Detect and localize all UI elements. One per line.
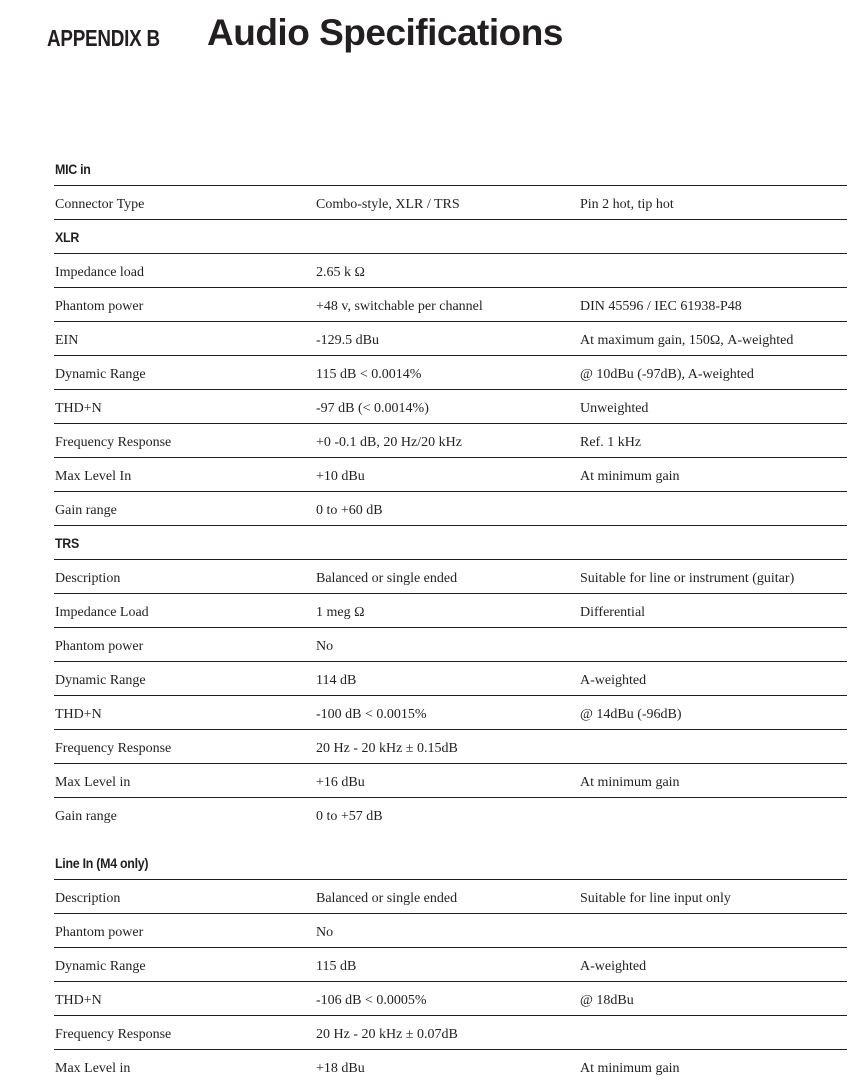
spec-row [54,492,847,526]
section-title: Line In (M4 only) [55,856,149,871]
spec-value: Balanced or single ended [316,571,458,586]
spec-note: Pin 2 hot, tip hot [580,197,674,212]
spec-value: 20 Hz - 20 kHz ± 0.07dB [316,1027,458,1042]
spec-parameter: Phantom power [55,299,144,314]
spec-value: +10 dBu [316,469,365,484]
spec-value: -106 dB < 0.0005% [316,993,427,1008]
spec-row [54,390,847,424]
spec-parameter: Max Level In [55,469,132,484]
spec-row [54,186,847,220]
section-title: MIC in [55,162,91,177]
spec-value: 114 dB [316,673,357,688]
spec-parameter: THD+N [55,707,102,722]
spec-value: 0 to +57 dB [316,809,383,824]
spec-value: No [316,925,334,940]
spec-row [54,730,847,764]
spec-row [54,696,847,730]
appendix-label: APPENDIX B [47,25,160,51]
spec-row [54,594,847,628]
spec-value: 115 dB [316,959,357,974]
spec-note: @ 18dBu [580,993,634,1008]
page-header [47,12,847,62]
spec-value: 2.65 k Ω [316,265,365,280]
spec-row [54,1050,847,1084]
spec-parameter: EIN [55,333,79,348]
spec-parameter: Dynamic Range [55,959,146,974]
spec-value: Combo-style, XLR / TRS [316,197,460,212]
spec-parameter: Description [55,891,121,906]
spec-value: -129.5 dBu [316,333,379,348]
spec-note: A-weighted [580,673,647,688]
spec-note: @ 10dBu (-97dB), A-weighted [580,367,754,382]
spec-value: -97 dB (< 0.0014%) [316,401,429,416]
spec-note: Suitable for line input only [580,891,731,906]
spec-parameter: Phantom power [55,639,144,654]
spec-parameter: Phantom power [55,925,144,940]
spec-row [54,662,847,696]
spec-row [54,254,847,288]
section-header [54,220,847,254]
spec-note: At minimum gain [580,469,680,484]
spec-value: No [316,639,334,654]
spec-parameter: Frequency Response [55,435,172,450]
spec-parameter: Max Level in [55,775,131,790]
spec-value: +48 v, switchable per channel [316,299,483,314]
spec-row [54,880,847,914]
spec-parameter: Connector Type [55,197,145,212]
specifications-table [54,152,847,1084]
spec-parameter: Max Level in [55,1061,131,1076]
spec-row [54,798,847,832]
spec-note: Differential [580,605,646,620]
spec-row [54,628,847,662]
spec-parameter: Impedance load [55,265,145,280]
section-title: XLR [55,230,80,245]
spec-parameter: Frequency Response [55,741,172,756]
spec-row [54,764,847,798]
spec-row [54,424,847,458]
spec-note: At minimum gain [580,775,680,790]
spec-note: Unweighted [580,401,649,416]
spec-parameter: Frequency Response [55,1027,172,1042]
section-header [54,526,847,560]
spec-note: Ref. 1 kHz [580,435,642,450]
spec-value: +18 dBu [316,1061,365,1076]
spec-row [54,356,847,390]
spec-parameter: THD+N [55,401,102,416]
spec-parameter: Description [55,571,121,586]
spec-row [54,1016,847,1050]
spec-note: At minimum gain [580,1061,680,1076]
spec-parameter: Dynamic Range [55,367,146,382]
spec-row [54,322,847,356]
spec-value: -100 dB < 0.0015% [316,707,427,722]
spec-row [54,560,847,594]
spec-value: +16 dBu [316,775,365,790]
spec-parameter: Gain range [55,809,117,824]
spec-row [54,288,847,322]
spec-parameter: Impedance Load [55,605,149,620]
spec-note: @ 14dBu (-96dB) [580,707,682,722]
spec-row [54,982,847,1016]
page-title: Audio Specifications [207,12,563,53]
spec-note: At maximum gain, 150Ω, A-weighted [580,333,794,348]
spec-parameter: Dynamic Range [55,673,146,688]
section-title: TRS [55,536,80,551]
spec-value: 1 meg Ω [316,605,365,620]
spec-value: +0 -0.1 dB, 20 Hz/20 kHz [316,435,462,450]
spec-value: Balanced or single ended [316,891,458,906]
spec-value: 115 dB < 0.0014% [316,367,422,382]
spec-note: A-weighted [580,959,647,974]
section-header [54,846,847,880]
spec-row [54,948,847,982]
spec-row [54,458,847,492]
spec-row [54,914,847,948]
spec-parameter: Gain range [55,503,117,518]
spec-note: Suitable for line or instrument (guitar) [580,571,795,586]
spec-value: 20 Hz - 20 kHz ± 0.15dB [316,741,458,756]
spec-note: DIN 45596 / IEC 61938-P48 [580,299,742,314]
section-header [54,152,847,186]
spec-parameter: THD+N [55,993,102,1008]
spec-value: 0 to +60 dB [316,503,383,518]
